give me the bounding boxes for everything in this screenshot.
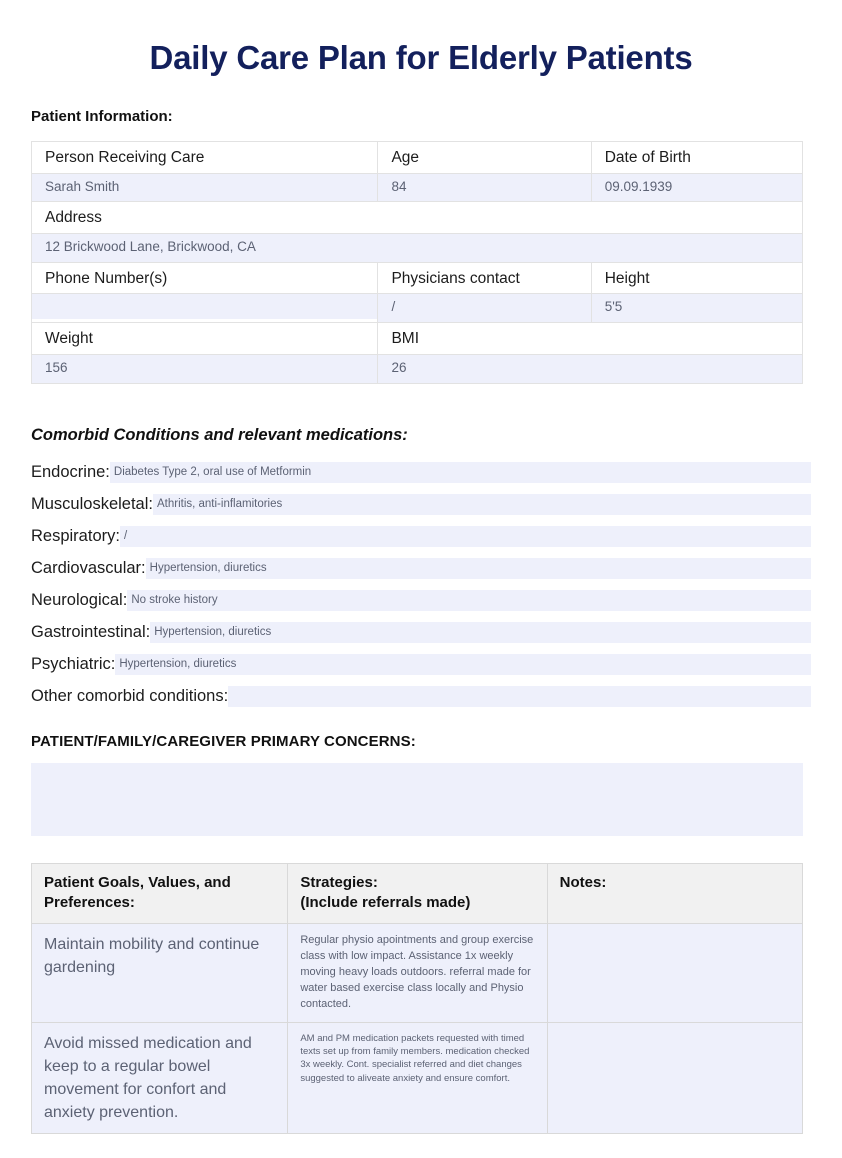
person-receiving-care-value-cell[interactable] xyxy=(32,173,378,202)
table-header-row xyxy=(32,863,803,923)
primary-concerns-heading: PATIENT/FAMILY/CAREGIVER PRIMARY CONCERNS: xyxy=(31,732,416,750)
list-item xyxy=(31,558,811,579)
condition-label-endocrine: Endocrine: xyxy=(31,462,110,481)
comorbid-conditions-list xyxy=(31,462,811,707)
notes-value-2[interactable] xyxy=(547,1022,802,1134)
strategy-value-2[interactable]: AM and PM medication packets requested with timed texts set up from family members. medication checked 3x weekly. Cont. specialist referred and diet changes suggested to aliveate anxiety and ensure comfort. xyxy=(288,1022,547,1134)
age-value[interactable]: 84 xyxy=(378,174,590,202)
table-row xyxy=(32,202,803,234)
condition-value-gastrointestinal[interactable]: Hypertension, diuretics xyxy=(150,622,811,643)
physicians-contact-value[interactable]: / xyxy=(378,294,590,322)
person-receiving-care-label-cell xyxy=(32,141,378,173)
date-of-birth-label-cell xyxy=(591,141,802,173)
physicians-contact-label: Physicians contact xyxy=(378,263,590,294)
person-receiving-care-label: Person Receiving Care xyxy=(32,142,377,173)
goal-value-1[interactable]: Maintain mobility and continue gardening xyxy=(32,923,288,1022)
height-label-cell xyxy=(591,262,802,294)
table-row xyxy=(32,173,803,202)
weight-value-cell[interactable] xyxy=(32,354,378,383)
phone-number-label: Phone Number(s) xyxy=(32,263,377,294)
bmi-value-cell[interactable] xyxy=(378,354,803,383)
list-item xyxy=(31,494,811,515)
table-row xyxy=(32,141,803,173)
list-item xyxy=(31,526,811,547)
patient-information-heading: Patient Information: xyxy=(31,107,173,125)
date-of-birth-value-cell[interactable] xyxy=(591,173,802,202)
goals-strategies-table xyxy=(31,863,803,1134)
bmi-label-cell xyxy=(378,323,803,355)
comorbid-conditions-heading: Comorbid Conditions and relevant medications: xyxy=(31,425,408,444)
address-value-cell[interactable] xyxy=(32,234,803,263)
list-item xyxy=(31,590,811,611)
weight-value[interactable]: 156 xyxy=(32,355,377,383)
address-value[interactable]: 12 Brickwood Lane, Brickwood, CA xyxy=(32,234,802,262)
condition-label-neurological: Neurological: xyxy=(31,590,128,609)
table-row xyxy=(32,234,803,263)
column-header-strategies-line1: Strategies: xyxy=(300,873,378,891)
condition-value-psychiatric[interactable]: Hypertension, diuretics xyxy=(115,654,811,675)
column-header-notes: Notes: xyxy=(547,863,802,923)
patient-information-table xyxy=(31,141,803,384)
column-header-strategies xyxy=(288,863,547,923)
condition-label-cardiovascular: Cardiovascular: xyxy=(31,558,146,577)
date-of-birth-value[interactable]: 09.09.1939 xyxy=(592,174,802,202)
notes-value-1[interactable] xyxy=(547,923,802,1022)
person-receiving-care-value[interactable]: Sarah Smith xyxy=(32,174,377,202)
date-of-birth-label: Date of Birth xyxy=(592,142,802,173)
condition-value-other[interactable] xyxy=(228,686,811,707)
bmi-label: BMI xyxy=(378,323,802,354)
condition-label-respiratory: Respiratory: xyxy=(31,526,120,545)
list-item xyxy=(31,622,811,643)
address-label-cell xyxy=(32,202,803,234)
condition-value-cardiovascular[interactable]: Hypertension, diuretics xyxy=(146,558,811,579)
table-row xyxy=(32,323,803,355)
condition-label-gastrointestinal: Gastrointestinal: xyxy=(31,622,151,641)
list-item xyxy=(31,462,811,483)
table-row xyxy=(32,1022,803,1134)
physician-value-cell[interactable] xyxy=(378,294,591,323)
strategy-value-1[interactable]: Regular physio apointments and group exercise class with low impact. Assistance 1x weekly moving heavy loads outdoors. referral made for water based exercise class locally and Physio contacted. xyxy=(288,923,547,1022)
list-item xyxy=(31,686,811,707)
condition-label-psychiatric: Psychiatric: xyxy=(31,654,116,673)
table-row xyxy=(32,294,803,323)
phone-value-cell[interactable] xyxy=(32,294,378,323)
weight-label: Weight xyxy=(32,323,377,354)
height-value[interactable]: 5'5 xyxy=(592,294,802,322)
phone-label-cell xyxy=(32,262,378,294)
age-label: Age xyxy=(378,142,590,173)
list-item xyxy=(31,654,811,675)
height-label: Height xyxy=(592,263,802,294)
column-header-strategies-line2: (Include referrals made) xyxy=(300,894,471,912)
condition-value-neurological[interactable]: No stroke history xyxy=(127,590,811,611)
phone-number-value[interactable] xyxy=(32,294,377,319)
address-label: Address xyxy=(32,202,802,233)
table-row xyxy=(32,262,803,294)
condition-label-other: Other comorbid conditions: xyxy=(31,686,229,705)
page-title: Daily Care Plan for Elderly Patients xyxy=(149,39,693,76)
age-label-cell xyxy=(378,141,591,173)
bmi-value[interactable]: 26 xyxy=(378,355,802,383)
age-value-cell[interactable] xyxy=(378,173,591,202)
condition-value-musculoskeletal[interactable]: Athritis, anti-inflamitories xyxy=(153,494,811,515)
physician-label-cell xyxy=(378,262,591,294)
condition-value-endocrine[interactable]: Diabetes Type 2, oral use of Metformin xyxy=(110,462,811,483)
weight-label-cell xyxy=(32,323,378,355)
height-value-cell[interactable] xyxy=(591,294,802,323)
table-row xyxy=(32,354,803,383)
primary-concerns-input[interactable] xyxy=(31,763,803,836)
condition-label-musculoskeletal: Musculoskeletal: xyxy=(31,494,153,513)
table-row xyxy=(32,923,803,1022)
goal-value-2[interactable]: Avoid missed medication and keep to a regular bowel movement for confort and anxiety prevention. xyxy=(32,1022,288,1134)
column-header-goals: Patient Goals, Values, and Preferences: xyxy=(32,863,288,923)
condition-value-respiratory[interactable]: / xyxy=(120,526,811,547)
